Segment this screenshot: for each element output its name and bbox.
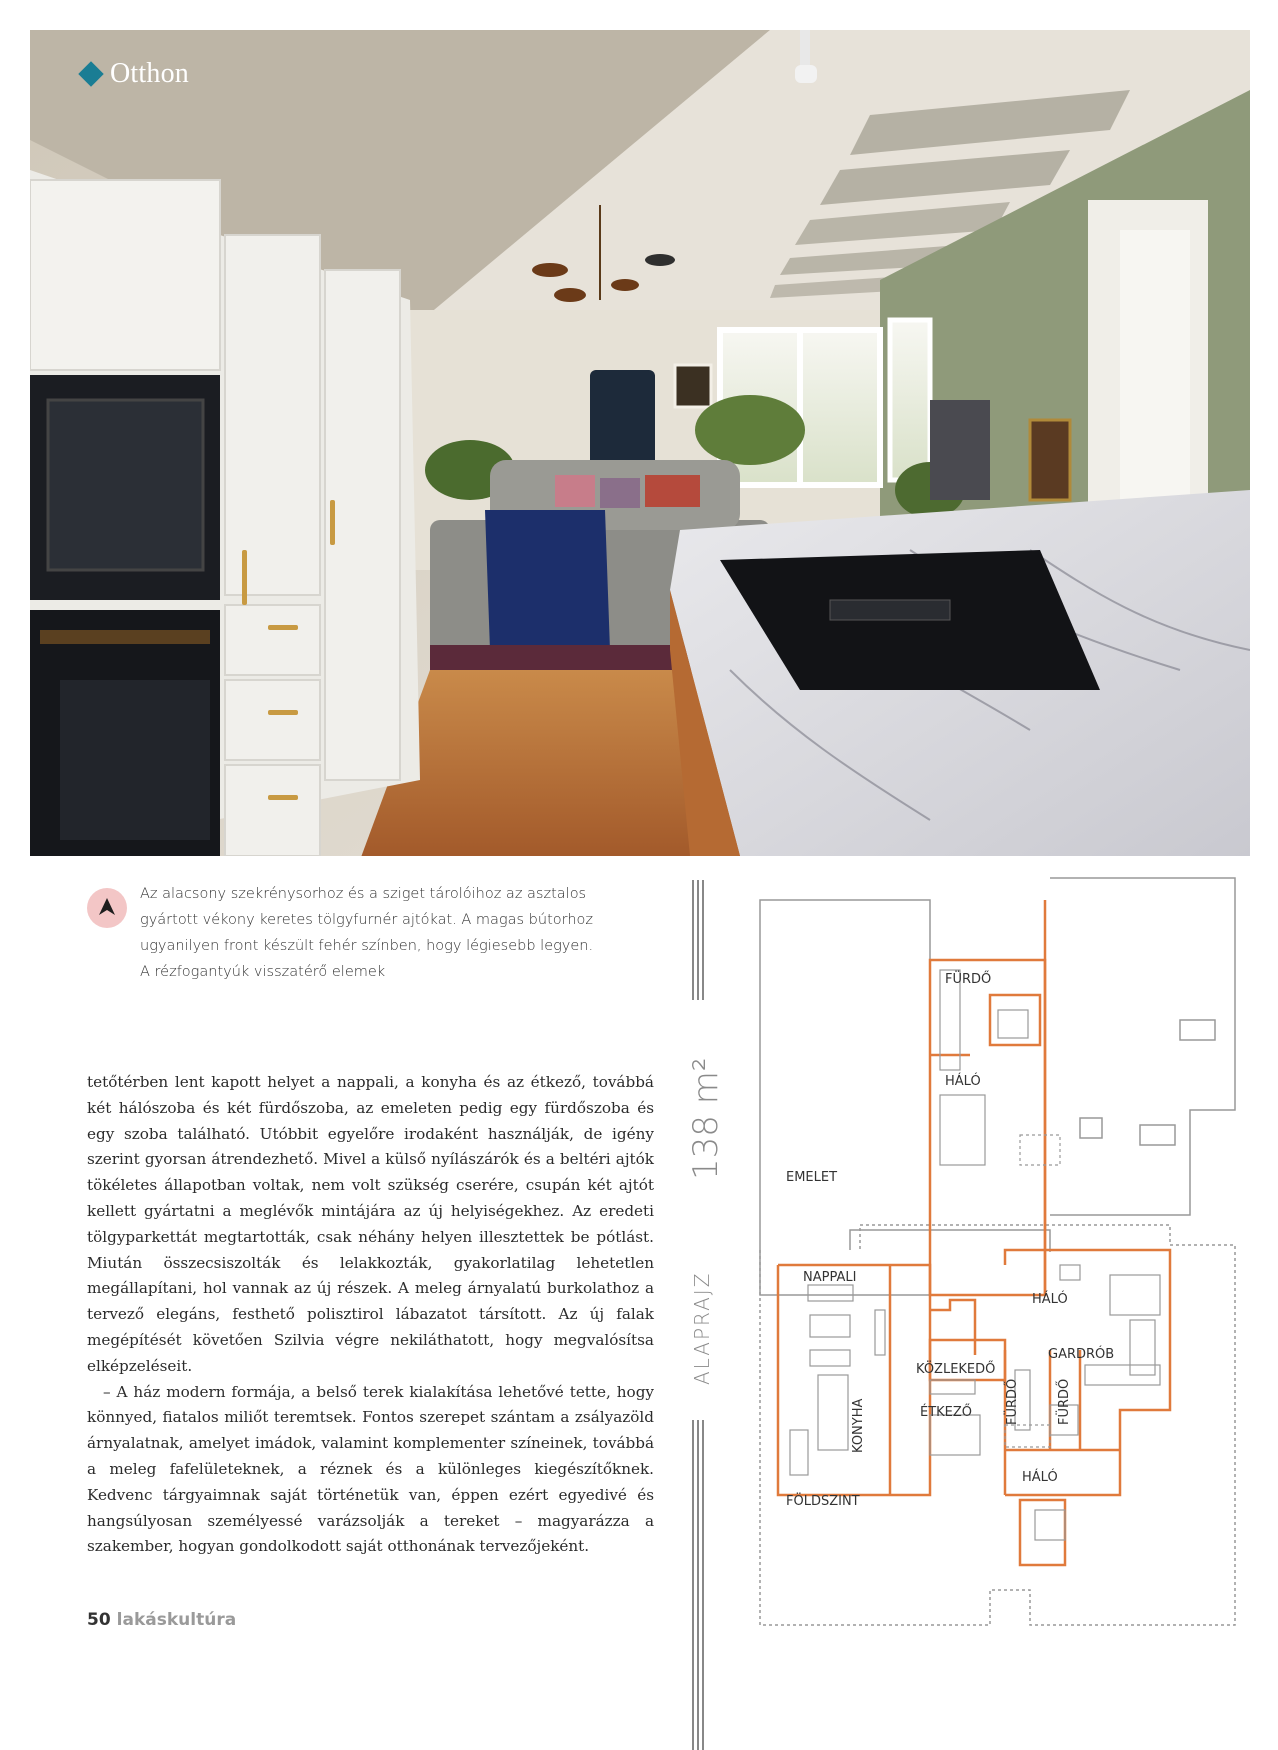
plan-room-kozlekedo: KÖZLEKEDŐ xyxy=(916,1362,996,1377)
plan-room-furdo-b: FÜRDŐ xyxy=(1057,1378,1072,1425)
plan-room-furdo-upper: FÜRDŐ xyxy=(945,972,992,987)
plan-room-halo-upper: HÁLÓ xyxy=(945,1074,981,1089)
article-paragraph: tetőtérben lent kapott helyet a nappali, a konyha és az étkező, továbbá két hálószoba és két fürdőszoba, az emeleten pedig egy fürdőszoba és egy szoba található. Utóbbit egyelőre irodaként használják, de igény szerint gyorsan átrendezhető. Mivel a külső nyílászárók és a beltéri ajtók tökéletes állapotban voltak, nem volt szükség cserére, csupán két ajtót kellett gyártatni a meglévők mintájára az új helyiségekhez. Az eredeti tölgyparkettát megtartották, csak néhány helyen illesztettek be pótlást. Miután összecsiszolták és lelakkozták, gyakorlatilag lehetetlen megállapítani, hol vannak az új részek. A meleg árnyalatú burkolathoz a tervező elegáns, festhető polisztirol lábazatot társított. Az új falak megépítését követően Szilvia végre nekiláthatott, hogy megvalósítsa elképzeléseit. xyxy=(87,1073,654,1375)
diamond-icon xyxy=(78,61,103,86)
plan-room-furdo-a: FÜRDŐ xyxy=(1005,1378,1020,1425)
magazine-name: lakáskultúra xyxy=(116,1610,237,1630)
plan-room-etkezo: ÉTKEZŐ xyxy=(920,1405,973,1420)
section-label xyxy=(82,58,189,90)
plan-room-gardrob: GARDRÓB xyxy=(1048,1347,1115,1362)
kitchen-photo xyxy=(30,30,1250,856)
photo-caption xyxy=(140,881,610,985)
caption-line: A rézfogantyúk visszatérő elemek xyxy=(140,964,386,980)
article-paragraph: – A ház modern formája, a belső terek kialakítása lehetővé tette, hogy könnyed, fiatalos miliőt teremtsek. Fontos szerepet szántam a zsályazöld árnyalatnak, amelyet imádok, valamint komplementer színeinek, továbbá a meleg fafelületeknek, a réznek és a különleges kiegészítőknek. Kedvenc tárgyaimnak saját történetük van, éppen ezért egyedivé és hangsúlyosan személyessé varázsolják a tereket – magyarázza a szakember, hogyan gondolkodott saját otthonának tervezőjeként. xyxy=(87,1382,654,1556)
floor-plan xyxy=(750,870,1250,1630)
plan-room-konyha: KONYHA xyxy=(851,1398,866,1453)
plan-room-halo-bottom: HÁLÓ xyxy=(1022,1470,1058,1485)
plan-room-halo-right: HÁLÓ xyxy=(1032,1292,1068,1307)
caption-line: gyártott vékony keretes tölgyfurnér ajtókat. A magas bútorhoz xyxy=(140,912,594,928)
caption-line: Az alacsony szekrénysorhoz és a sziget tárolóihoz az asztalos xyxy=(140,886,587,902)
plan-label-upper: EMELET xyxy=(786,1170,838,1185)
section-title: Otthon xyxy=(110,58,189,89)
floorplan-title: ALAPRAJZ xyxy=(690,1271,714,1385)
page-number: 50 xyxy=(87,1610,111,1630)
page-footer xyxy=(87,1610,236,1630)
caption-line: ugyanilyen front készült fehér színben, hogy légiesebb legyen. xyxy=(140,938,594,954)
article-body xyxy=(87,1070,654,1560)
plan-room-nappali: NAPPALI xyxy=(803,1270,857,1285)
floorplan-area: 138 m² xyxy=(686,1057,726,1180)
plan-label-ground: FÖLDSZINT xyxy=(786,1494,860,1509)
arrow-up-icon xyxy=(87,888,127,928)
hero-photo xyxy=(30,30,1250,856)
